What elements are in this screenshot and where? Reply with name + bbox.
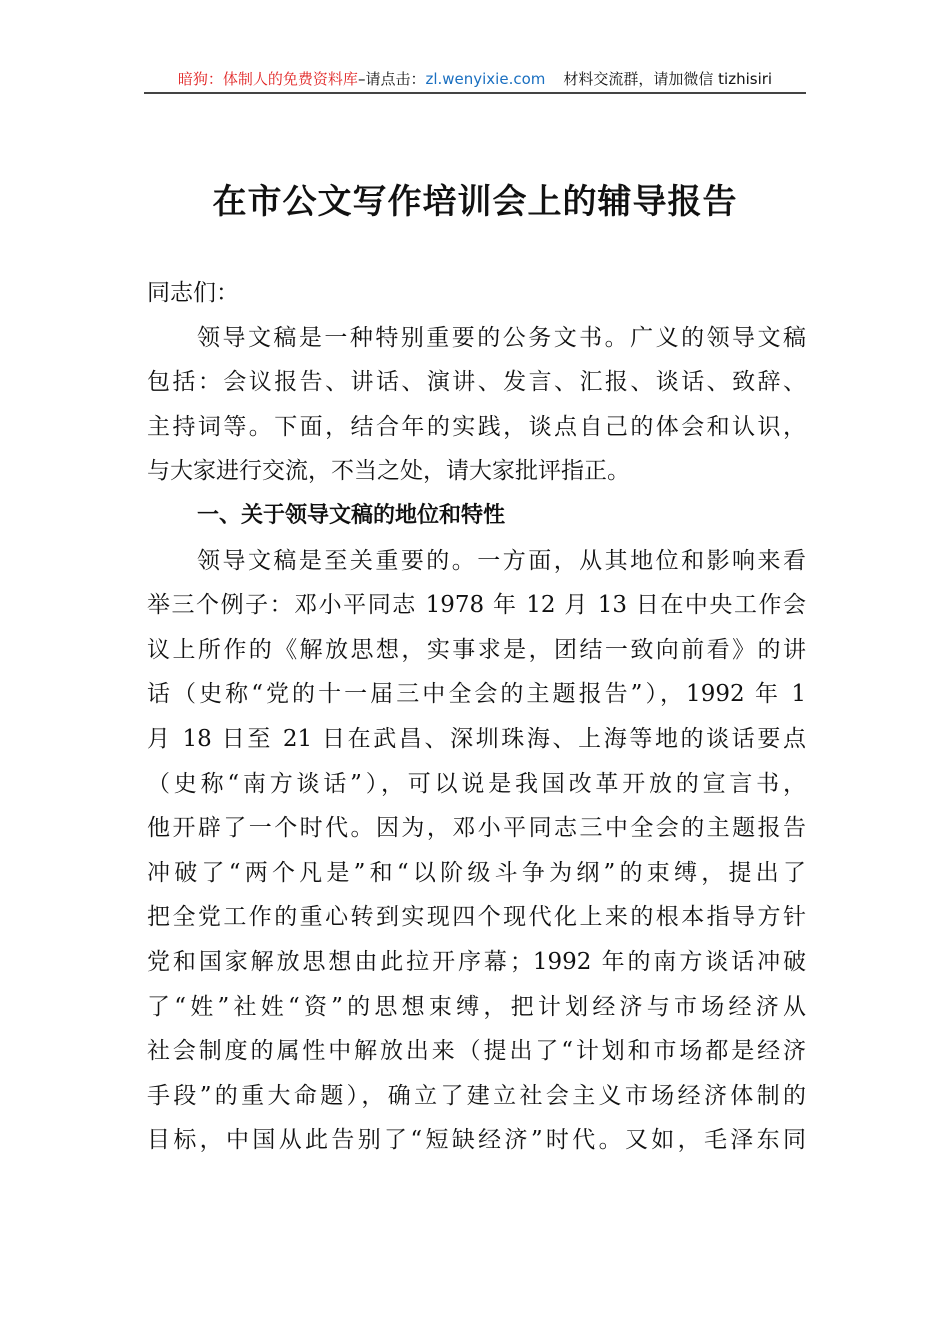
promo-click-text: –请点击： [357,70,426,88]
document-body [147,271,806,1163]
paragraph-line: 领导文稿是一种特别重要的公务文书。广义的领导文稿 [197,324,806,351]
paragraph-line: 了“姓”社姓“资”的思想束缚，把计划经济与市场经济从 [147,993,806,1020]
paragraph-line: 包括：会议报告、讲话、演讲、发言、汇报、谈话、致辞、 [147,369,806,396]
paragraph-line: 冲破了“两个凡是”和“以阶级斗争为纲”的束缚，提出了 [147,859,806,886]
paragraph-line: 主持词等。下面，结合年的实践，谈点自己的体会和认识， [147,413,806,440]
paragraph-line: 社会制度的属性中解放出来（提出了“计划和市场都是经济 [147,1038,806,1065]
promo-text: 暗狗：体制人的免费资料库 [177,70,358,88]
paragraph-line: 他开辟了一个时代。因为，邓小平同志三中全会的主题报告 [147,815,806,842]
page-header-banner [144,68,806,94]
section-heading: 一、关于领导文稿的地位和特性 [197,502,506,528]
paragraph-line: 议上所作的《解放思想，实事求是，团结一致向前看》的讲 [147,636,806,663]
paragraph-line: 月 18 日至 21 日在武昌、深圳珠海、上海等地的谈话要点 [147,725,806,752]
paragraph-line: （史称“南方谈话”），可以说是我国改革开放的宣言书， [147,770,806,797]
paragraph-line: 手段”的重大命题），确立了建立社会主义市场经济体制的 [147,1082,806,1109]
greeting: 同志们： [147,280,239,306]
paragraph-line: 党和国家解放思想由此拉开序幕；1992 年的南方谈话冲破 [147,948,806,975]
document-title: 在市公文写作培训会上的辅导报告 [212,182,738,222]
paragraph-line: 目标，中国从此告别了“短缺经济”时代。又如，毛泽东同 [147,1127,806,1154]
paragraph-line: 把全党工作的重心转到实现四个现代化上来的根本指导方针 [147,904,806,931]
paragraph-line: 领导文稿是至关重要的。一方面，从其地位和影响来看 [197,547,806,574]
website-link[interactable]: zl.wenyixie.com [425,70,546,88]
wechat-text: 材料交流群，请加微信 tizhisiri [563,70,773,88]
paragraph-line: 话（史称“党的十一届三中全会的主题报告”），1992 年 1 [147,681,806,708]
paragraph-line: 举三个例子：邓小平同志 1978 年 12 月 13 日在中央工作会 [147,592,806,619]
paragraph-line: 与大家进行交流，不当之处，请大家批评指正。 [147,458,630,485]
